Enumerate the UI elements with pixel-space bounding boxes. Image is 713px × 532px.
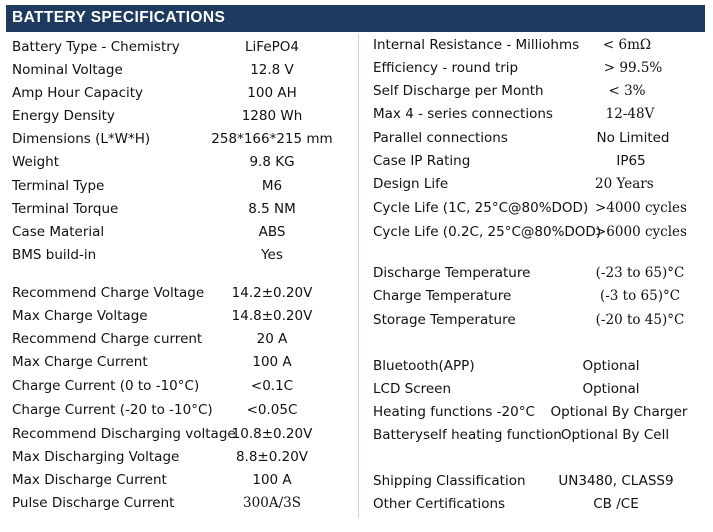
spec-value: 20 A — [256, 331, 288, 347]
spec-label: Shipping Classification — [373, 473, 526, 489]
spec-row — [373, 103, 705, 125]
spec-label: Cycle Life (1C, 25°C@80%DOD) — [373, 200, 589, 216]
spec-label: Charge Temperature — [373, 288, 512, 304]
spec-row — [12, 328, 352, 350]
spec-row — [12, 128, 352, 150]
spec-label: Internal Resistance - Milliohms — [373, 37, 580, 53]
spec-label: Other Certifications — [373, 496, 506, 512]
spec-row — [12, 423, 352, 445]
spec-label: Max Charge Voltage — [12, 308, 148, 324]
spec-row — [373, 309, 705, 331]
spec-value: 14.8±0.20V — [231, 308, 313, 324]
spec-row — [373, 401, 705, 423]
spec-row — [12, 151, 352, 173]
spec-row — [12, 175, 352, 197]
spec-row — [12, 399, 352, 421]
spec-row — [12, 305, 352, 327]
spec-row — [12, 282, 352, 304]
spec-value: 14.2±0.20V — [231, 285, 313, 301]
spec-value: 300A/3S — [243, 495, 301, 511]
spec-header-bar — [6, 5, 705, 32]
page-title: BATTERY SPECIFICATIONS — [12, 9, 226, 26]
spec-value: CB /CE — [593, 496, 639, 512]
spec-row — [373, 262, 705, 284]
spec-label: Pulse Discharge Current — [12, 495, 175, 511]
spec-label: Energy Density — [12, 108, 115, 124]
spec-row — [373, 34, 705, 56]
spec-value: Optional — [582, 381, 640, 397]
spec-label: Batteryself heating function — [373, 427, 562, 443]
spec-row — [373, 470, 705, 492]
spec-label: Case Material — [12, 224, 105, 240]
spec-row — [12, 36, 352, 58]
spec-label: Max Discharging Voltage — [12, 449, 180, 465]
spec-label: BMS build-in — [12, 247, 97, 263]
spec-value: Optional By Cell — [560, 427, 670, 443]
spec-value: <0.05C — [246, 402, 298, 418]
spec-value: UN3480, CLASS9 — [558, 473, 674, 489]
spec-label: Battery Type - Chemistry — [12, 39, 180, 55]
spec-value: 9.8 KG — [249, 154, 295, 170]
spec-value: 8.5 NM — [248, 201, 296, 217]
spec-label: Max 4 - series connections — [373, 106, 553, 122]
spec-value: 12-48V — [605, 106, 655, 122]
spec-label: Terminal Type — [12, 178, 105, 194]
spec-row — [373, 57, 705, 79]
spec-value: Yes — [261, 247, 283, 263]
spec-label: Amp Hour Capacity — [12, 85, 144, 101]
spec-value: 12.8 V — [250, 62, 294, 78]
spec-value: >6000 cycles — [595, 224, 687, 240]
spec-label: Design Life — [373, 176, 449, 192]
spec-row — [12, 82, 352, 104]
spec-label: Max Discharge Current — [12, 472, 167, 488]
spec-value: 20 Years — [595, 176, 654, 192]
spec-label: Efficiency - round trip — [373, 60, 519, 76]
spec-row — [373, 493, 705, 515]
spec-label: Charge Current (-20 to -10°C) — [12, 402, 213, 418]
spec-value: 100 A — [252, 354, 292, 370]
spec-label: Discharge Temperature — [373, 265, 531, 281]
spec-row — [373, 355, 705, 377]
spec-row — [373, 150, 705, 172]
spec-row — [373, 197, 705, 219]
spec-value: Optional — [582, 358, 640, 374]
spec-value: > 99.5% — [603, 60, 663, 76]
spec-value: Optional By Charger — [550, 404, 688, 420]
spec-label: Recommend Charge current — [12, 331, 203, 347]
spec-row — [12, 492, 352, 514]
spec-label: Weight — [12, 154, 60, 170]
spec-label: Nominal Voltage — [12, 62, 123, 78]
spec-value: IP65 — [616, 153, 646, 169]
spec-value: LiFePO4 — [245, 39, 299, 55]
spec-label: Storage Temperature — [373, 312, 516, 328]
spec-label: Cycle Life (0.2C, 25°C@80%DOD) — [373, 224, 602, 240]
spec-label: Heating functions -20°C — [373, 404, 535, 420]
spec-row — [12, 221, 352, 243]
spec-row — [373, 378, 705, 400]
spec-row — [12, 105, 352, 127]
spec-label: LCD Screen — [373, 381, 452, 397]
spec-row — [12, 446, 352, 468]
spec-row — [373, 173, 705, 195]
column-divider — [358, 34, 359, 518]
spec-label: Self Discharge per Month — [373, 83, 544, 99]
spec-value: 258*166*215 mm — [211, 131, 333, 147]
spec-label: Dimensions (L*W*H) — [12, 131, 151, 147]
spec-value: No Limited — [596, 130, 670, 146]
spec-row — [12, 351, 352, 373]
spec-label: Bluetooth(APP) — [373, 358, 475, 374]
spec-label: Parallel connections — [373, 130, 508, 146]
spec-value: (-3 to 65)°C — [599, 288, 681, 304]
spec-row — [373, 424, 705, 446]
spec-value: ABS — [258, 224, 286, 240]
spec-value: 100 AH — [247, 85, 297, 101]
spec-label: Case IP Rating — [373, 153, 471, 169]
spec-value: 8.8±0.20V — [235, 449, 309, 465]
spec-row — [373, 127, 705, 149]
spec-row — [12, 244, 352, 266]
spec-value: 10.8±0.20V — [231, 426, 313, 442]
spec-value: 100 A — [252, 472, 292, 488]
spec-row — [373, 285, 705, 307]
spec-value: >4000 cycles — [595, 200, 687, 216]
spec-label: Recommend Charge Voltage — [12, 285, 205, 301]
spec-row — [12, 198, 352, 220]
spec-value: M6 — [261, 178, 283, 194]
spec-value: <0.1C — [250, 378, 294, 394]
spec-value: (-20 to 45)°C — [595, 312, 685, 328]
spec-value: < 3% — [608, 83, 646, 99]
spec-label: Terminal Torque — [12, 201, 119, 217]
spec-row — [373, 80, 705, 102]
spec-value: (-23 to 65)°C — [595, 265, 685, 281]
spec-value: 1280 Wh — [241, 108, 303, 124]
spec-row — [12, 59, 352, 81]
spec-row — [373, 221, 705, 243]
spec-label: Max Charge Current — [12, 354, 148, 370]
spec-value: < 6mΩ — [602, 37, 652, 53]
spec-label: Recommend Discharging voltage — [12, 426, 236, 442]
spec-row — [12, 469, 352, 491]
spec-row — [12, 375, 352, 397]
spec-label: Charge Current (0 to -10°C) — [12, 378, 200, 394]
